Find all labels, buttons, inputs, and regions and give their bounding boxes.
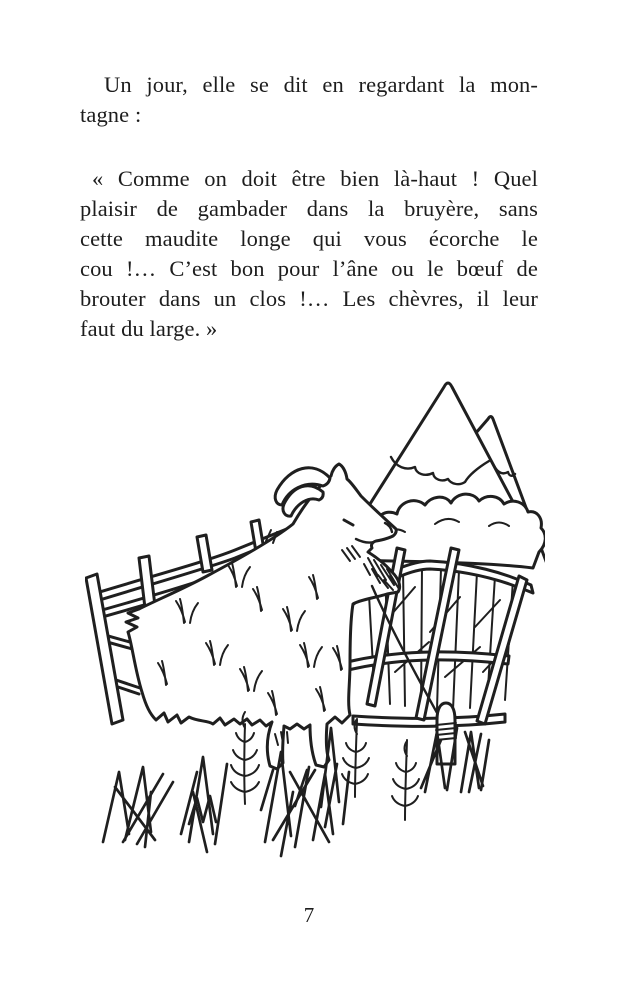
text-line: brouter dans un clos !… Les chèvres, il leur	[80, 286, 538, 311]
text-line: cette maudite longe qui vous écorche le	[80, 226, 538, 251]
goat-fence-illustration	[85, 372, 545, 872]
grass	[103, 728, 489, 856]
page-number: 7	[303, 903, 315, 927]
text-line: tagne :	[80, 102, 142, 127]
text-block	[80, 70, 538, 344]
text-line: cou !… C’est bon pour l’âne ou le bœuf de	[80, 256, 538, 281]
fence-post	[477, 576, 527, 724]
text-line: Un jour, elle se dit en regardant la mon-	[104, 72, 538, 97]
paragraph	[80, 164, 538, 344]
text-line: plaisir de gambader dans la bruyère, sans	[80, 196, 538, 221]
paragraph	[80, 70, 538, 130]
fence-post	[86, 574, 123, 724]
text-line: « Comme on doit être bien là-haut ! Quel	[92, 166, 538, 191]
fence-post	[197, 535, 212, 572]
text-line: faut du large. »	[80, 316, 218, 341]
